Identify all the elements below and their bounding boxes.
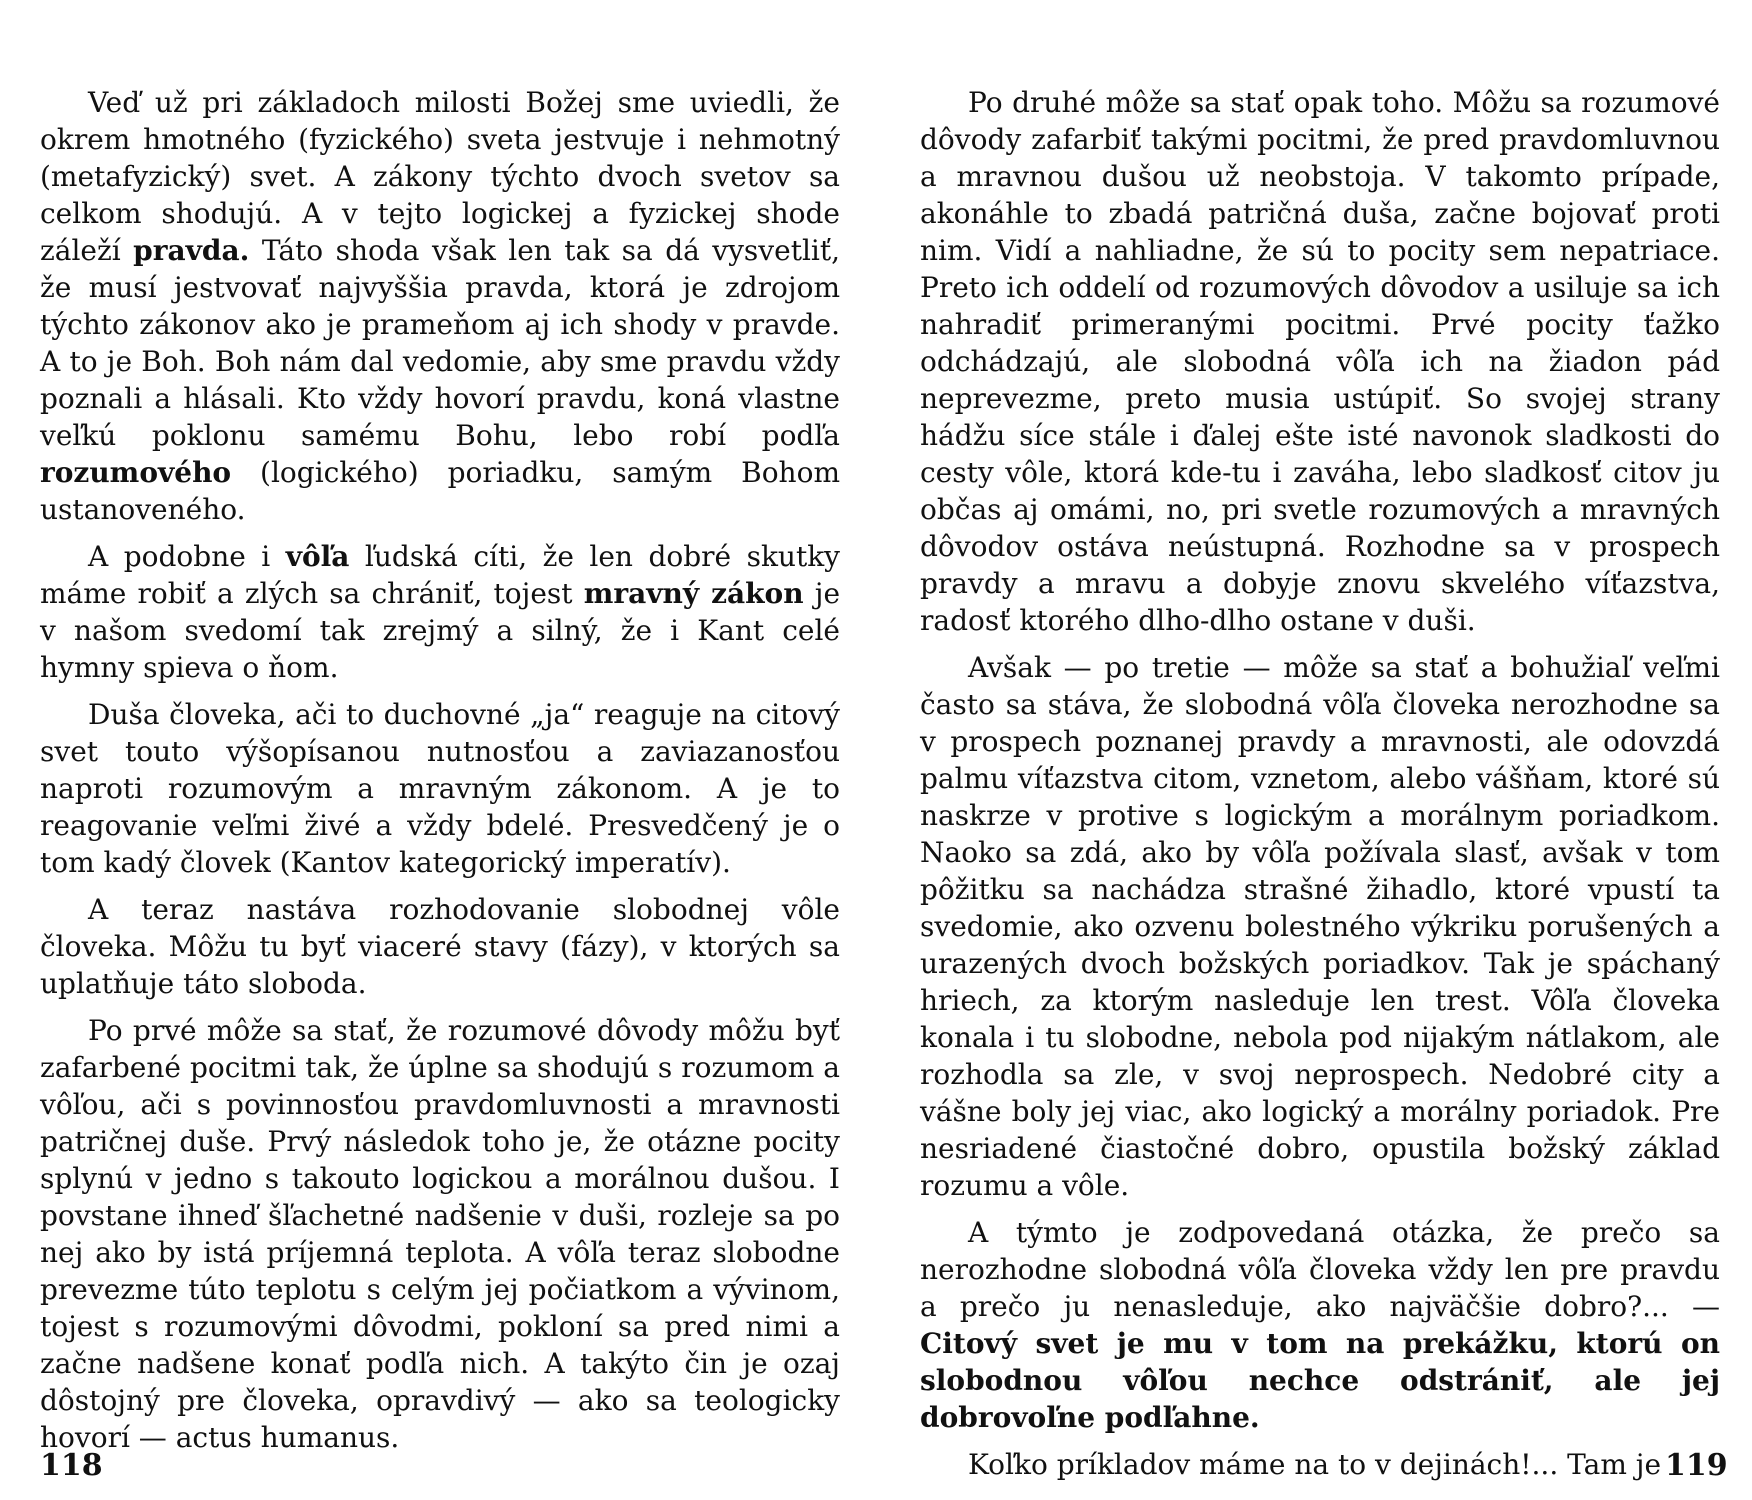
bold-text: Citový svet je mu v tom na prekážku, ktorú on slobodnou vôľou nechce odstrániť, ale jej dobrovoľne podľahne. <box>920 1327 1720 1434</box>
text-run: Veď už pri základoch milosti Božej sme uviedli, že okrem hmotného (fyzického) sveta jestvuje i nehmotný (metafyzický) svet. A zákony týchto dvoch svetov sa celkom shodujú. A v tejto logickej a fyzickej shode záleží <box>40 86 840 267</box>
text-run: Táto shoda však len tak sa dá vysvetliť, že musí jestvovať najvyššia pravda, ktorá je zdrojom týchto zákonov ako je prameňom aj ich shody v pravde. A to je Boh. Boh nám dal vedomie, aby sme pravdu vždy poznali a hlásali. Kto vždy hovorí pravdu, koná vlastne veľkú poklonu samému Bohu, lebo robí podľa <box>40 234 841 452</box>
text-run: Po druhé môže sa stať opak toho. Môžu sa rozumové dôvody zafarbiť takými pocitmi, že pred pravdomluvnou a mravnou dušou už neobstoja. V takomto prípade, akonáhle to zbadá patričná duša, začne bojovať proti nim. Vidí a nahliadne, že sú to pocity sem nepatriace. Preto ich oddelí od rozumových dôvodov a usiluje sa ich nahradiť primeranými pocitmi. Prvé pocity ťažko odchádzajú, ale slobodná vôľa ich na žiadon pád neprevezme, preto musia ustúpiť. So svojej strany hádžu síce stále i ďalej ešte isté navonok sladkosti do cesty vôle, ktorá kde-tu i zaváha, lebo sladkosť citov ju občas aj omámi, no, pri svetle rozumových a mravných dôvodov ostáva neústupná. Rozhodne sa v prospech pravdy a mravu a dobyje znovu skvelého víťazstva, radosť ktorého dlho-dlho ostane v duši. <box>920 86 1720 637</box>
text-run: A týmto je zodpovedaná otázka, že prečo sa nerozhodne slobodná vôľa človeka vždy len pre pravdu a prečo ju nenasleduje, ako najväčšie dobro?... — <box>920 1216 1720 1323</box>
page-number-left: 118 <box>40 1448 103 1483</box>
text-run: Avšak — po tretie — môže sa stať a bohužiaľ veľmi často sa stáva, že slobodná vôľa človeka nerozhodne sa v prospech poznanej pravdy a mravnosti, ale odovzdá palmu víťazstva citom, vznetom, alebo vášňam, ktoré sú naskrze v protive s logickým a morálnym poriadkom. Naoko sa zdá, ako by vôľa požívala slasť, avšak v tom pôžitku sa nachádza strašné žihadlo, ktoré vpustí ta svedomie, ako ozvenu bolestného výkriku porušených a urazených dvoch božských poriadkov. Tak je spáchaný hriech, za ktorým nasleduje len trest. Vôľa človeka konala i tu slobodne, nebola pod nijakým nátlakom, ale rozhodla sa zle, v svoj neprospech. Nedobré city a vášne boly jej viac, ako logický a morálny poriadok. Pre nesriadené čiastočné dobro, opustila božský základ rozumu a vôle. <box>920 651 1720 1202</box>
paragraph <box>40 696 840 881</box>
left-page <box>40 84 840 1466</box>
page-number-right: 119 <box>1665 1448 1728 1483</box>
text-run: A podobne i <box>88 540 286 573</box>
paragraph <box>40 1012 840 1456</box>
paragraph <box>920 84 1720 639</box>
right-page <box>920 84 1720 1493</box>
paragraph <box>40 891 840 1002</box>
text-run: je v našom svedomí tak zrejmý a silný, že i Kant celé hymny spieva o ňom. <box>40 577 841 684</box>
bold-text: mravný zákon <box>583 577 804 610</box>
paragraph <box>920 649 1720 1204</box>
paragraph <box>920 1214 1720 1436</box>
text-run: A teraz nastáva rozhodovanie slobodnej vôle človeka. Môžu tu byť viaceré stavy (fázy), v ktorých sa uplatňuje táto sloboda. <box>40 893 840 1000</box>
paragraph <box>40 84 840 528</box>
text-run: Duša človeka, ači to duchovné „ja“ reaguje na citový svet touto výšopísanou nutnosťou a zaviazanosťou naproti rozumovým a mravným zákonom. A je to reagovanie veľmi živé a vždy bdelé. Presvedčený je o tom kadý človek (Kantov kategorický imperatív). <box>40 698 840 879</box>
text-run: Po prvé môže sa stať, že rozumové dôvody môžu byť zafarbené pocitmi tak, že úplne sa shodujú s rozumom a vôľou, ači s povinnosťou pravdomluvnosti a mravnosti patričnej duše. Prvý následok toho je, že otázne pocity splynú v jedno s takouto logickou a morálnou dušou. I povstane ihneď šľachetné nadšenie v duši, rozleje sa po nej ako by istá príjemná teplota. A vôľa teraz slobodne prevezme túto teplotu s celým jej počiatkom a vývinom, tojest s rozumovými dôvodmi, pokloní sa pred nimi a začne nadšene konať podľa nich. A takýto čin je ozaj dôstojný pre človeka, opravdivý — ako sa teologicky hovorí — actus humanus. <box>40 1014 840 1454</box>
text-run: (logického) poriadku, samým Bohom ustanoveného. <box>40 456 840 526</box>
paragraph <box>920 1446 1720 1483</box>
text-run: ľudská cíti, že len dobré skutky máme robiť a zlých sa chrániť, tojest <box>40 540 840 610</box>
bold-text: rozumového <box>40 456 232 489</box>
text-run: Koľko príkladov máme na to v dejinách!... Tam je <box>968 1448 1662 1481</box>
bold-text: vôľa <box>285 540 350 573</box>
paragraph <box>40 538 840 686</box>
bold-text: pravda. <box>133 234 250 267</box>
